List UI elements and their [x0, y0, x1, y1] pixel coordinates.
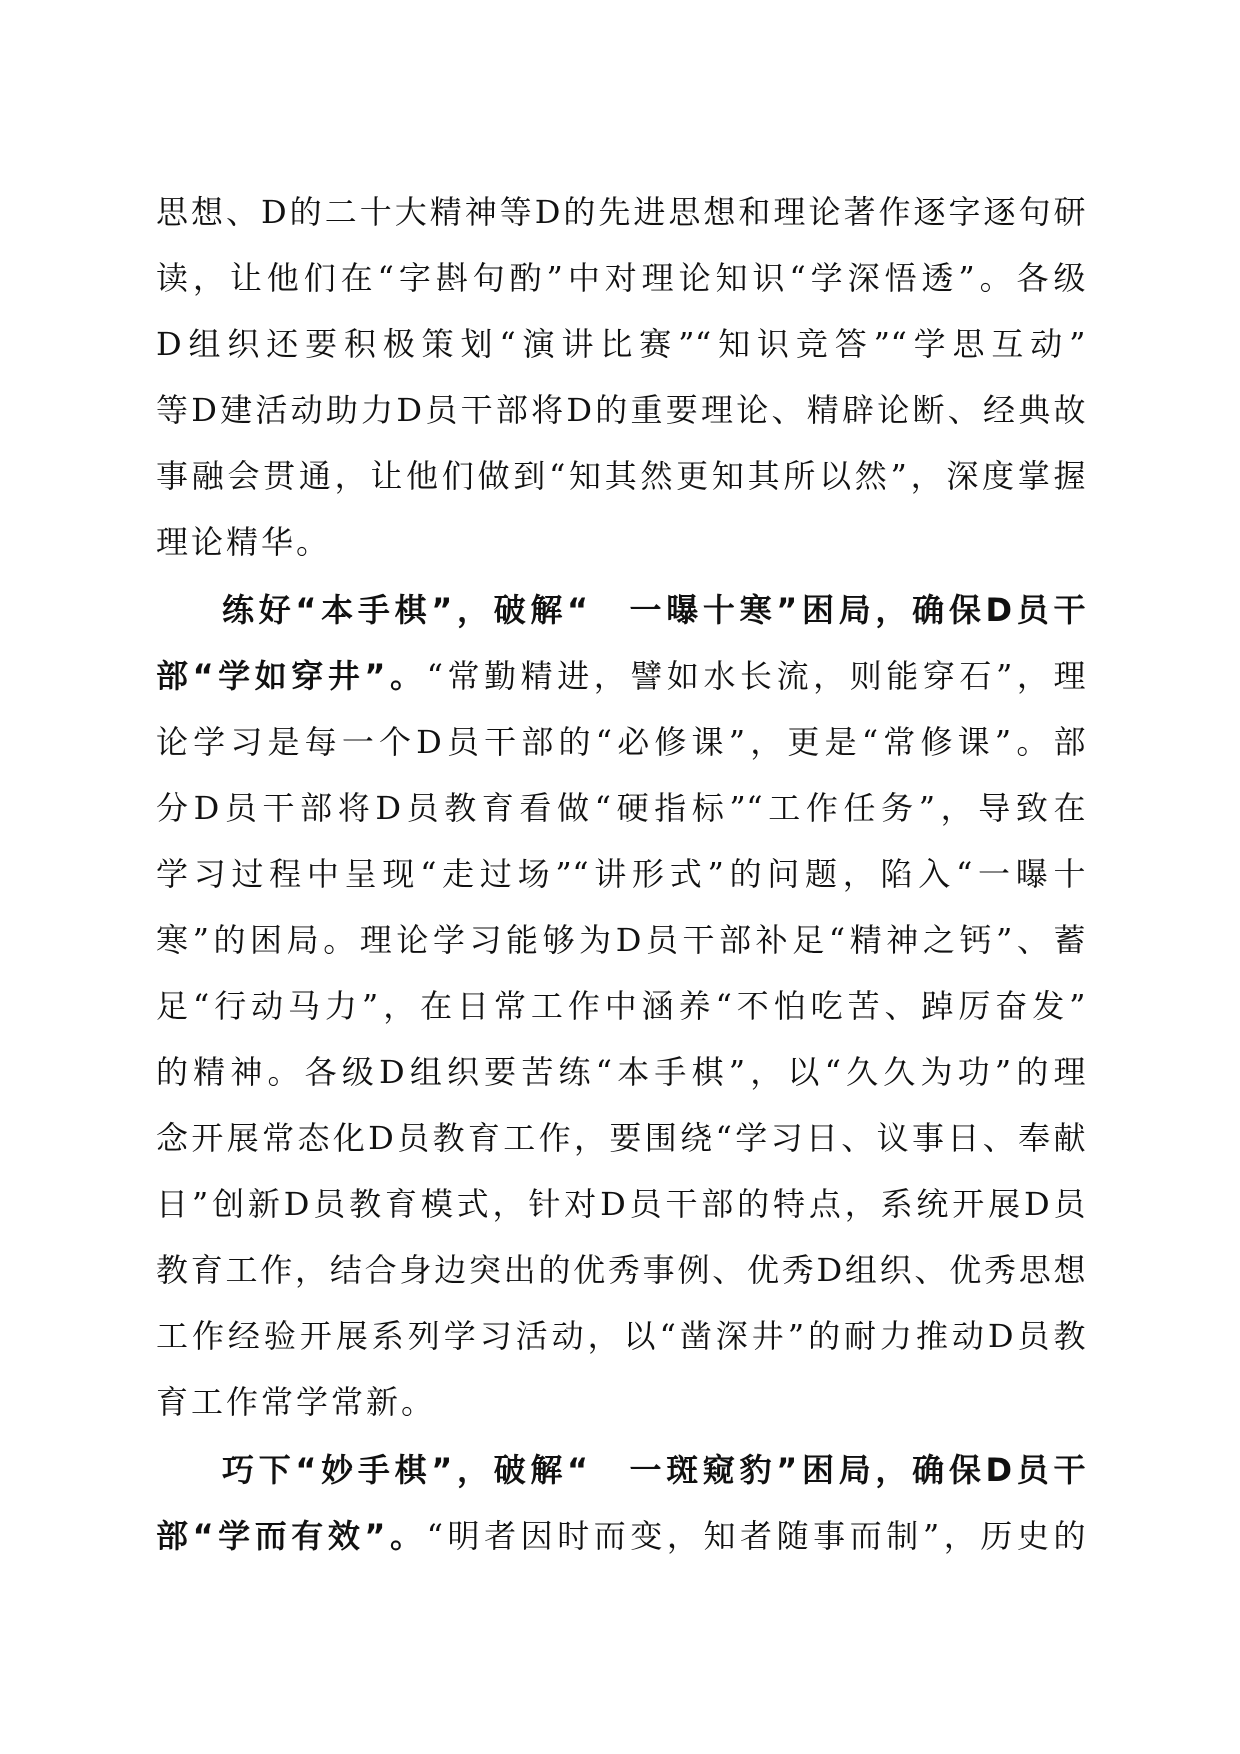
paragraph-2-heading-line-1: 练好“本手棋”，破解“ 一曝十寒”困局，确保D员干 [222, 591, 1086, 629]
paragraph-2-line-3: 论学习是每一个D员干部的“必修课”，更是“常修课”。部 [156, 723, 1086, 761]
paragraph-3-line-2-text: “明者因时而变，知者随事而制”，历史的 [426, 1517, 1086, 1555]
paragraph-2-heading-end: 部“学如穿井”。 [156, 657, 427, 695]
document-page [156, 0, 1086, 1754]
paragraph-3-heading-line-1: 巧下“妙手棋”，破解“ 一斑窥豹”困局，确保D员干 [222, 1451, 1086, 1489]
paragraph-1-line-3: D组织还要积极策划“演讲比赛”“知识竞答”“学思互动” [156, 325, 1086, 363]
paragraph-2-line-8: 的精神。各级D组织要苦练“本手棋”，以“久久为功”的理 [156, 1053, 1086, 1091]
paragraph-1-line-1: 思想、D的二十大精神等D的先进思想和理论著作逐字逐句研 [156, 193, 1086, 231]
paragraph-2-line-7: 足“行动马力”，在日常工作中涵养“不怕吃苦、踔厉奋发” [156, 987, 1086, 1025]
paragraph-2-line-2-text: “常勤精进，譬如水长流，则能穿石”，理 [426, 657, 1086, 695]
paragraph-3-heading-end: 部“学而有效”。 [156, 1517, 427, 1555]
paragraph-1-line-2: 读，让他们在“字斟句酌”中对理论知识“学深悟透”。各级 [156, 259, 1086, 297]
paragraph-2-line-12: 工作经验开展系列学习活动，以“凿深井”的耐力推动D员教 [156, 1317, 1086, 1355]
paragraph-2-line-4: 分D员干部将D员教育看做“硬指标”“工作任务”，导致在 [156, 789, 1086, 827]
paragraph-2-line-11: 教育工作，结合身边突出的优秀事例、优秀D组织、优秀思想 [156, 1251, 1086, 1289]
paragraph-2-line-13: 育工作常学常新。 [156, 1383, 437, 1421]
paragraph-1-line-5: 事融会贯通，让他们做到“知其然更知其所以然”，深度掌握 [156, 457, 1086, 495]
paragraph-2-line-10: 日”创新D员教育模式，针对D员干部的特点，系统开展D员 [156, 1185, 1086, 1223]
paragraph-2-line-2 [156, 648, 1086, 704]
paragraph-2-line-5: 学习过程中呈现“走过场”“讲形式”的问题，陷入“一曝十 [156, 855, 1086, 893]
paragraph-1-line-6: 理论精华。 [156, 523, 332, 561]
paragraph-2-line-9: 念开展常态化D员教育工作，要围绕“学习日、议事日、奉献 [156, 1119, 1086, 1157]
paragraph-2-line-6: 寒”的困局。理论学习能够为D员干部补足“精神之钙”、蓄 [156, 921, 1086, 959]
paragraph-3-line-2 [156, 1508, 1086, 1564]
paragraph-1-line-4: 等D建活动助力D员干部将D的重要理论、精辟论断、经典故 [156, 391, 1086, 429]
